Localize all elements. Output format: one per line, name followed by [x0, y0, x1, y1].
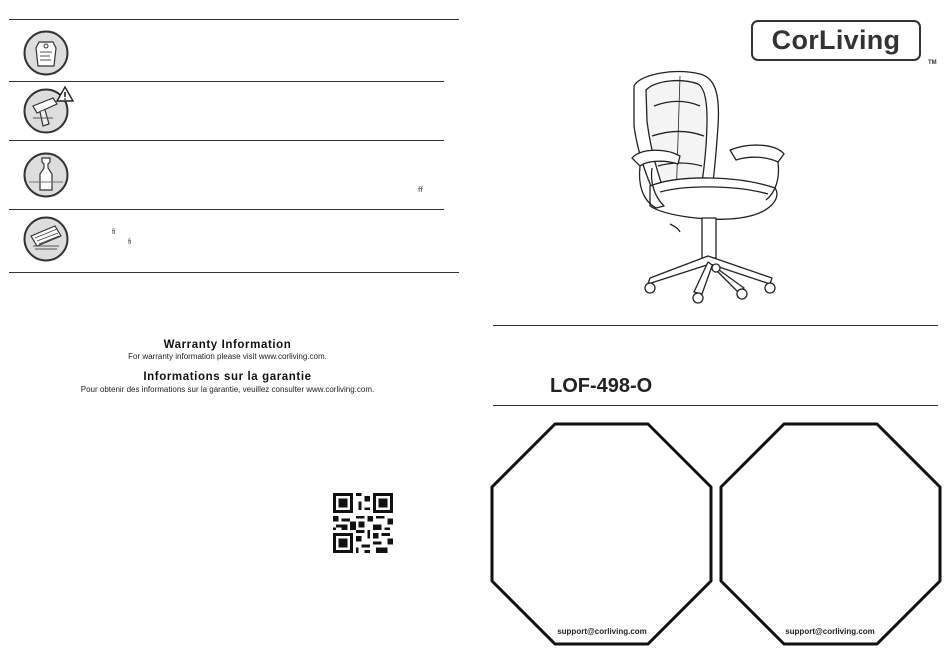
- product-divider-top: [493, 325, 938, 326]
- warning-icon: [56, 86, 74, 102]
- logo-text: CorLiving: [771, 25, 901, 55]
- model-number: LOF-498-O: [550, 375, 653, 397]
- product-divider-bottom: [493, 405, 938, 406]
- care-divider-1: [9, 81, 444, 82]
- tag-icon: [23, 30, 69, 76]
- spray-bottle-icon: [23, 152, 69, 198]
- care-divider-3: [9, 209, 444, 210]
- warranty-text-fr: Pour obtenir des informations sur la garantie, veuillez consulter www.corliving.com.: [80, 385, 375, 394]
- ligature-mark: ﬁ: [128, 239, 132, 246]
- trademark: TM: [928, 60, 937, 66]
- brand-logo: [751, 20, 921, 61]
- ligature-mark: ﬀ: [418, 187, 423, 194]
- care-divider-2: [9, 140, 444, 141]
- warranty-title-en: Warranty Information: [163, 339, 292, 351]
- care-divider-bottom: [9, 272, 459, 273]
- octagon-badge: [490, 422, 713, 646]
- brush-icon: [23, 216, 69, 262]
- support-email[interactable]: support@corliving.com: [785, 627, 875, 636]
- support-email[interactable]: support@corliving.com: [557, 627, 647, 636]
- office-chair-illustration: [620, 66, 790, 306]
- warranty-text-en: For warranty information please visit www.corliving.com.: [128, 352, 327, 361]
- ligature-mark: ﬁ: [112, 229, 116, 236]
- warranty-title-fr: Informations sur la garantie: [143, 371, 312, 383]
- qr-code[interactable]: [333, 493, 393, 553]
- octagon-badge: [719, 422, 942, 646]
- care-divider-top: [9, 19, 459, 20]
